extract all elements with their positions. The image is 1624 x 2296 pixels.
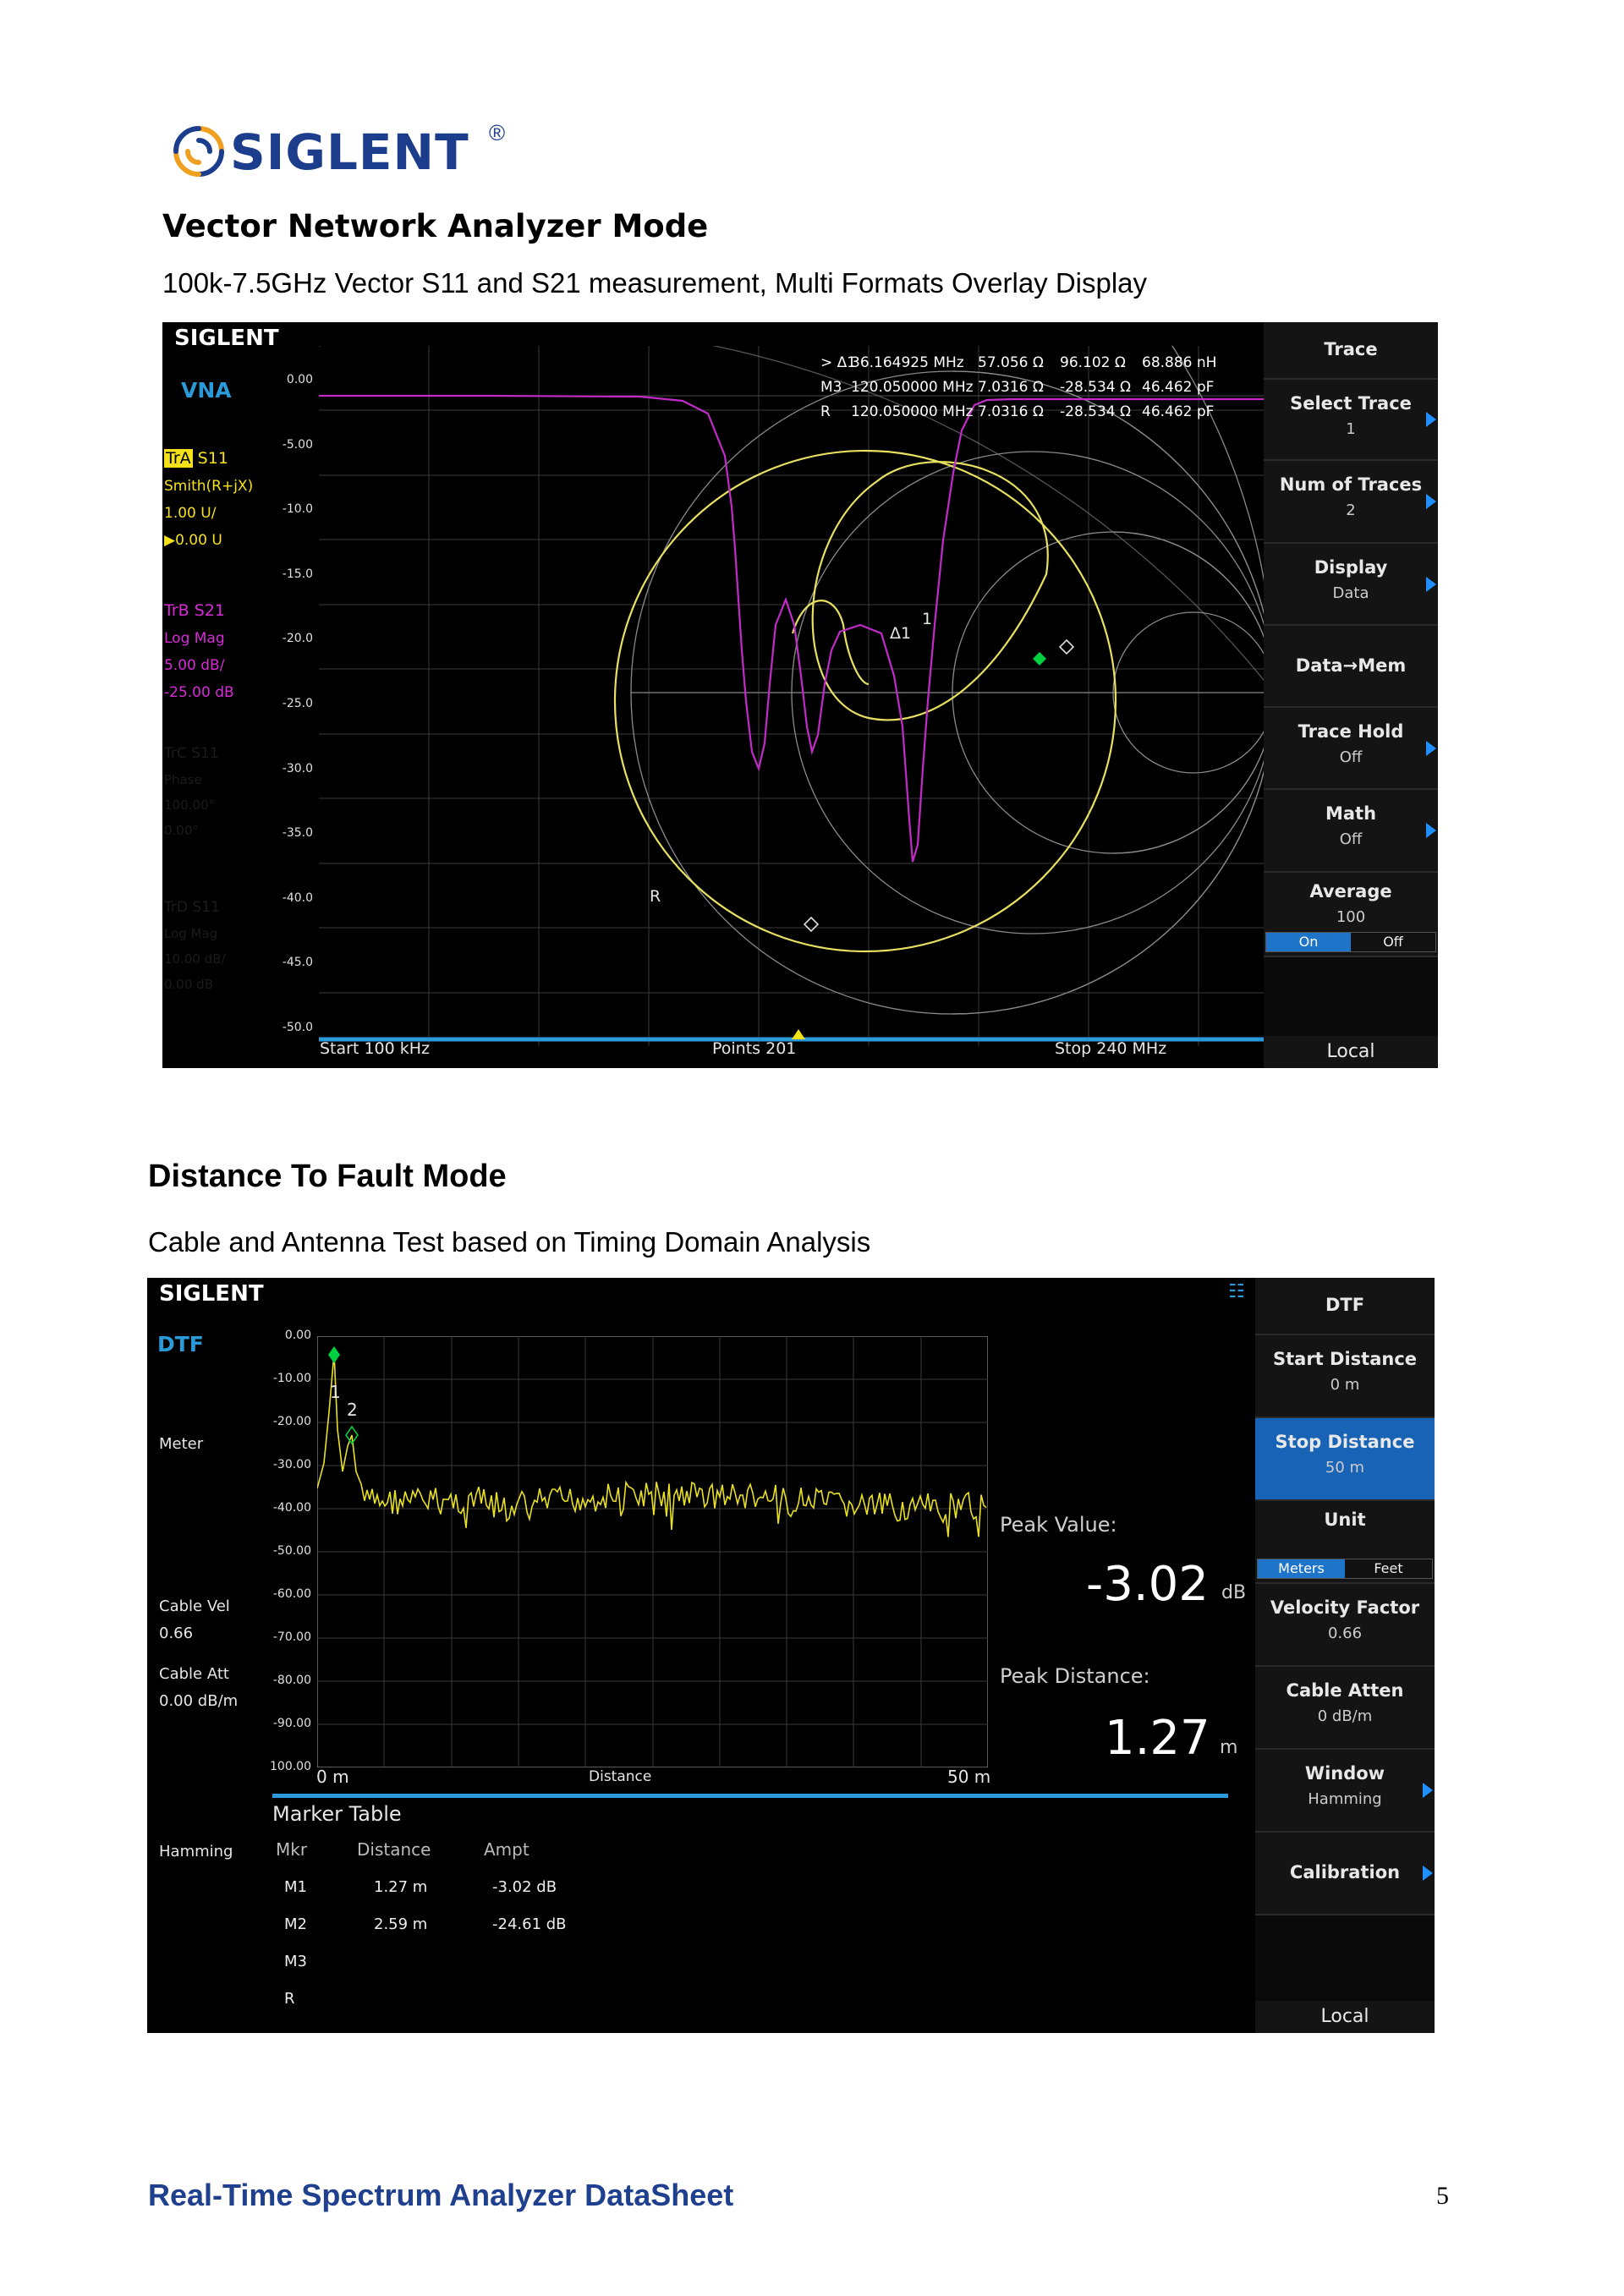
dtf-y-tick: -10.00	[272, 1372, 311, 1385]
marker-readout-r: 7.0316 Ω	[978, 379, 1044, 396]
dtf-section-subtitle: Cable and Antenna Test based on Timing Domain Analysis	[148, 1226, 871, 1258]
softkey-label: Num of Traces	[1279, 474, 1423, 495]
unit-toggle-a[interactable]: Meters	[1258, 1559, 1345, 1578]
average-toggle-a[interactable]: On	[1266, 933, 1351, 951]
marker-table-cell: 2.59 m	[374, 1915, 428, 1933]
softkey-label: Math	[1325, 803, 1377, 824]
dtf-screenshot	[147, 1278, 1435, 2033]
submenu-arrow-icon	[1426, 412, 1436, 427]
chart-marker-r: R	[650, 887, 661, 906]
softkey-value: Off	[1339, 748, 1363, 766]
page-number: 5	[1436, 2182, 1449, 2210]
logo-text: SIGLENT	[230, 123, 469, 181]
softkey-label: Data→Mem	[1295, 655, 1407, 676]
softkey-math[interactable]	[1264, 790, 1438, 873]
marker-readout-lc: 68.886 nH	[1142, 354, 1217, 371]
marker-position-icon	[792, 1029, 805, 1039]
dtf-y-tick: -80.00	[272, 1674, 311, 1687]
softkey-cable-atten[interactable]	[1255, 1667, 1435, 1750]
tra-line[interactable]	[164, 449, 228, 468]
trc-ref: 0.00°	[164, 823, 199, 838]
dtf-y-tick: -70.00	[272, 1630, 311, 1644]
submenu-arrow-icon	[1423, 1866, 1433, 1881]
marker-readout-x: 96.102 Ω	[1060, 354, 1126, 371]
units-label: Meter	[159, 1435, 204, 1453]
peak-value-unit: dB	[1221, 1582, 1247, 1603]
vna-y-tick: -35.0	[282, 826, 313, 841]
trd-format: Log Mag	[164, 926, 218, 941]
softkey-label: Unit	[1324, 1510, 1366, 1530]
trc-scale: 100.00°	[164, 797, 215, 813]
unit-toggle[interactable]	[1257, 1559, 1433, 1579]
dtf-screen-logo: SIGLENT	[159, 1281, 264, 1307]
softkey-label: Select Trace	[1290, 393, 1412, 414]
dtf-chart-marker-2: 2	[347, 1400, 358, 1420]
softkey-label: Start Distance	[1272, 1349, 1418, 1369]
vna-y-tick: -25.0	[282, 697, 313, 710]
vna-y-tick: -50.0	[282, 1021, 313, 1034]
tra-ref: ▶0.00 U	[164, 532, 222, 549]
x-axis-stop: 50 m	[947, 1767, 991, 1787]
softkey-label: Stop Distance	[1275, 1432, 1415, 1452]
tra-param: S11	[197, 449, 228, 468]
dtf-mode-label: DTF	[157, 1332, 204, 1356]
dtf-y-tick: -50.00	[272, 1544, 311, 1558]
softkey-value: 2	[1346, 501, 1356, 519]
marker-table-header: Distance	[357, 1839, 431, 1860]
marker-readout-x: -28.534 Ω	[1060, 379, 1132, 396]
trb-name[interactable]: TrB S21	[164, 601, 225, 620]
marker-readout-r: 7.0316 Ω	[978, 403, 1044, 420]
chart-marker-delta1: Δ1	[890, 624, 912, 643]
peak-value-label: Peak Value:	[1000, 1513, 1117, 1537]
vna-plot[interactable]	[319, 346, 1421, 1046]
trd-name: TrD S11	[164, 899, 220, 916]
local-label: Local	[1326, 1041, 1375, 1062]
dtf-section-title: Distance To Fault Mode	[148, 1159, 507, 1194]
softkey-value: Data	[1332, 584, 1369, 602]
marker-table-cell: -3.02 dB	[492, 1878, 557, 1896]
network-icon: ☷	[1228, 1281, 1245, 1302]
softkey-value: Off	[1339, 830, 1363, 848]
x-axis-label: Distance	[589, 1768, 652, 1785]
peak-distance-unit: m	[1220, 1737, 1238, 1758]
peak-distance: 1.27	[1105, 1711, 1210, 1766]
tra-badge: TrA	[166, 449, 191, 468]
peak-distance-label: Peak Distance:	[1000, 1664, 1150, 1688]
submenu-arrow-icon	[1426, 577, 1436, 592]
softkey-value: 0 dB/m	[1317, 1707, 1373, 1725]
tra-scale: 1.00 U/	[164, 505, 217, 522]
tra-format: Smith(R+jX)	[164, 478, 254, 495]
marker-table-title: Marker Table	[272, 1802, 402, 1826]
vna-y-tick: 0.00	[286, 373, 313, 386]
vna-y-tick: -10.0	[282, 502, 313, 517]
dtf-y-tick: -20.00	[272, 1415, 311, 1428]
marker-table-header: Mkr	[276, 1839, 308, 1860]
softkey-stop-distance[interactable]	[1255, 1418, 1435, 1501]
softkey-label: DTF	[1325, 1295, 1365, 1315]
softkey-dtf[interactable]	[1255, 1278, 1435, 1335]
marker-readout-freq: 36.164925 MHz	[851, 354, 964, 371]
cable-vel-label: Cable Vel	[159, 1597, 230, 1615]
chart-marker-1: 1	[922, 610, 933, 628]
softkey-trace[interactable]	[1264, 322, 1438, 380]
siglent-swirl-icon	[169, 122, 228, 181]
softkey-label: Velocity Factor	[1270, 1597, 1420, 1618]
marker-table-divider	[272, 1794, 1228, 1798]
vna-mode-label: VNA	[181, 378, 232, 403]
softkey-label: Average	[1309, 881, 1392, 901]
local-label: Local	[1320, 2006, 1369, 2027]
softkey-value: 0 m	[1330, 1376, 1360, 1394]
vna-y-tick: -20.0	[282, 632, 313, 646]
marker-table-cell: M2	[284, 1915, 307, 1933]
softkey-display[interactable]	[1264, 544, 1438, 626]
marker-readout-label: > Δ1	[820, 354, 857, 371]
submenu-arrow-icon	[1426, 741, 1436, 756]
average-toggle-b[interactable]: Off	[1351, 933, 1435, 951]
trc-name: TrC S11	[164, 745, 219, 762]
softkey-calibration[interactable]	[1255, 1833, 1435, 1915]
submenu-arrow-icon	[1426, 494, 1436, 509]
vna-screen-logo: SIGLENT	[174, 326, 279, 351]
trd-scale: 10.00 dB/	[164, 951, 226, 967]
vna-screenshot	[162, 322, 1438, 1068]
submenu-arrow-icon	[1423, 1783, 1433, 1798]
softkey-window[interactable]	[1255, 1750, 1435, 1833]
marker-table-cell: M1	[284, 1878, 307, 1896]
trd-ref: 0.00 dB	[164, 977, 213, 992]
dtf-y-tick: -30.00	[272, 1458, 311, 1471]
softkey-data-mem[interactable]	[1264, 626, 1438, 708]
vna-y-tick: -40.0	[282, 890, 313, 905]
unit-toggle-b[interactable]: Feet	[1345, 1559, 1432, 1578]
softkey-velocity-factor[interactable]	[1255, 1584, 1435, 1667]
dtf-y-tick: -90.00	[272, 1717, 311, 1730]
softkey-label: Calibration	[1289, 1862, 1401, 1882]
x-axis-start: 0 m	[316, 1767, 349, 1787]
siglent-logo	[169, 118, 524, 186]
logo-registered-mark: ®	[489, 120, 506, 145]
trb-format: Log Mag	[164, 630, 225, 647]
dtf-plot[interactable]	[317, 1336, 988, 1767]
softkey-label: Cable Atten	[1286, 1680, 1404, 1701]
points-count[interactable]: Points 201	[712, 1039, 797, 1058]
dtf-y-tick: 0.00	[284, 1329, 311, 1342]
marker-table-cell: 1.27 m	[374, 1878, 428, 1896]
stop-freq[interactable]: Stop 240 MHz	[1055, 1039, 1167, 1058]
dtf-y-tick: -40.00	[272, 1501, 311, 1515]
vna-softkey-panel	[1264, 322, 1438, 1068]
softkey-label: Display	[1314, 557, 1388, 578]
softkey-value: 100	[1336, 908, 1366, 926]
softkey-num-of-traces[interactable]	[1264, 461, 1438, 544]
marker-readout-freq: 120.050000 MHz	[851, 379, 974, 396]
local-button[interactable]	[1255, 2001, 1435, 2033]
marker-table-cell: R	[284, 1990, 295, 2008]
vna-y-tick: -5.00	[282, 437, 313, 452]
marker-readout-lc: 46.462 pF	[1142, 403, 1215, 420]
softkey-trace-hold[interactable]	[1264, 708, 1438, 790]
marker-readout-freq: 120.050000 MHz	[851, 403, 974, 420]
cable-att-value: 0.00 dB/m	[159, 1692, 239, 1710]
softkey-unit[interactable]	[1255, 1501, 1435, 1584]
dtf-softkey-panel	[1255, 1278, 1435, 2033]
softkey-select-trace[interactable]	[1264, 380, 1438, 461]
vna-y-tick: -45.0	[282, 956, 313, 970]
trc-format: Phase	[164, 772, 202, 787]
marker-readout-label: M3	[820, 379, 842, 396]
vna-section-title: Vector Network Analyzer Mode	[162, 208, 709, 244]
marker-table-cell: M3	[284, 1953, 307, 1970]
softkey-label: Trace Hold	[1298, 721, 1404, 742]
softkey-value: 0.66	[1327, 1625, 1363, 1642]
trb-scale: 5.00 dB/	[164, 657, 225, 674]
dtf-y-tick: -60.00	[272, 1587, 311, 1601]
peak-value: -3.02	[1086, 1557, 1209, 1612]
cable-att-label: Cable Att	[159, 1665, 229, 1683]
vna-y-tick: -15.0	[282, 567, 313, 581]
softkey-value: 50 m	[1325, 1459, 1365, 1477]
local-button[interactable]	[1264, 1036, 1438, 1068]
softkey-value: 1	[1346, 420, 1356, 438]
marker-readout-lc: 46.462 pF	[1142, 379, 1215, 396]
vna-section-subtitle: 100k-7.5GHz Vector S11 and S21 measurement, Multi Formats Overlay Display	[162, 267, 1148, 299]
softkey-label: Window	[1304, 1763, 1385, 1784]
softkey-label: Trace	[1324, 339, 1378, 359]
vna-y-tick: -30.0	[282, 761, 313, 775]
softkey-average[interactable]	[1264, 873, 1438, 957]
marker-readout-x: -28.534 Ω	[1060, 403, 1132, 420]
trb-ref: -25.00 dB	[164, 684, 234, 701]
start-freq[interactable]: Start 100 kHz	[320, 1039, 431, 1058]
submenu-arrow-icon	[1426, 823, 1436, 838]
average-toggle[interactable]	[1265, 932, 1436, 952]
dtf-chart-marker-1: 1	[330, 1382, 341, 1402]
softkey-start-distance[interactable]	[1255, 1335, 1435, 1418]
marker-readout-r: 57.056 Ω	[978, 354, 1044, 371]
marker-table-cell: -24.61 dB	[492, 1915, 567, 1933]
cable-vel-value: 0.66	[159, 1625, 194, 1642]
dtf-y-tick: 100.00	[270, 1760, 311, 1773]
marker-table-header: Ampt	[484, 1839, 529, 1860]
softkey-value: Hamming	[1308, 1790, 1382, 1808]
footer-title: Real-Time Spectrum Analyzer DataSheet	[148, 2178, 734, 2212]
window-label: Hamming	[159, 1843, 233, 1860]
marker-readout-label: R	[820, 403, 831, 420]
